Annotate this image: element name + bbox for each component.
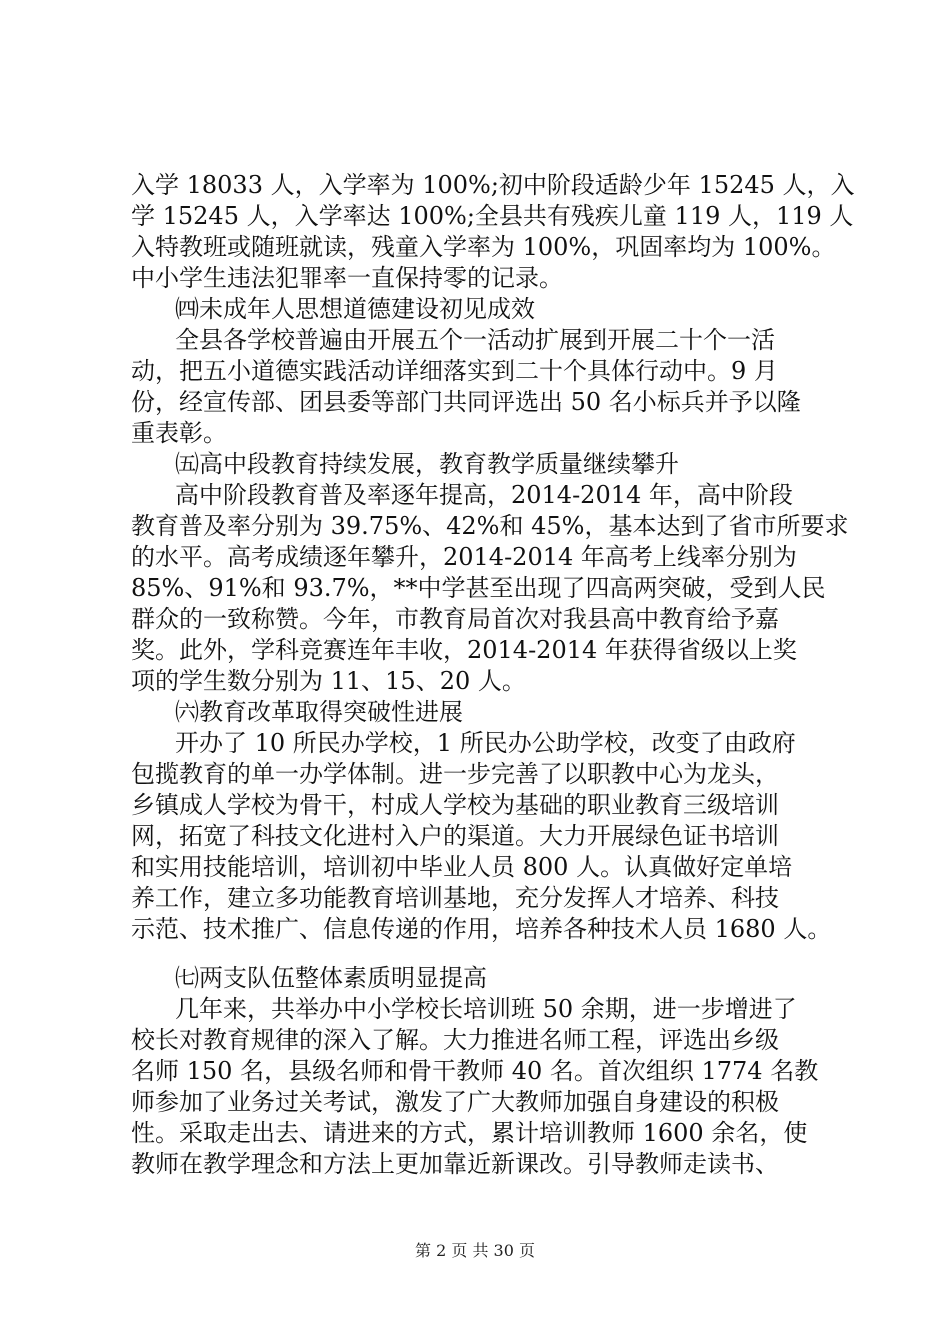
text-line: 重表彰。 bbox=[131, 419, 227, 447]
paragraph-gap bbox=[131, 945, 831, 963]
text-line: 群众的一致称赞。今年，市教育局首次对我县高中教育给予嘉 bbox=[131, 605, 779, 633]
text-line: 全县各学校普遍由开展五个一活动扩展到开展二十个一活 bbox=[175, 326, 775, 354]
text-line: 几年来，共举办中小学校长培训班 50 余期，进一步增进了 bbox=[175, 995, 797, 1023]
text-line: 85%、91%和 93.7%，**中学甚至出现了四高两突破，受到人民 bbox=[131, 574, 826, 602]
section-heading-6: ㈥教育改革取得突破性进展 bbox=[175, 698, 463, 726]
text-line: 性。采取走出去、请进来的方式，累计培训教师 1600 余名，使 bbox=[131, 1119, 808, 1147]
text-line: 份，经宣传部、团县委等部门共同评选出 50 名小标兵并予以隆 bbox=[131, 388, 801, 416]
text-line: 动，把五小道德实践活动详细落实到二十个具体行动中。9 月 bbox=[131, 357, 778, 385]
text-line: 入学 18033 人，入学率为 100%;初中阶段适龄少年 15245 人，入 bbox=[131, 171, 855, 199]
text-line: 乡镇成人学校为骨干，村成人学校为基础的职业教育三级培训 bbox=[131, 791, 779, 819]
section-heading-5: ㈤高中段教育持续发展，教育教学质量继续攀升 bbox=[175, 450, 679, 478]
section-heading-4: ㈣未成年人思想道德建设初见成效 bbox=[175, 295, 535, 323]
text-line: 的水平。高考成绩逐年攀升，2014-2014 年高考上线率分别为 bbox=[131, 543, 797, 571]
text-line: 校长对教育规律的深入了解。大力推进名师工程，评选出乡级 bbox=[131, 1026, 779, 1054]
section-heading-7: ㈦两支队伍整体素质明显提高 bbox=[175, 964, 487, 992]
text-line: 养工作，建立多功能教育培训基地，充分发挥人才培养、科技 bbox=[131, 884, 779, 912]
text-line: 和实用技能培训，培训初中毕业人员 800 人。认真做好定单培 bbox=[131, 853, 793, 881]
text-line: 网，拓宽了科技文化进村入户的渠道。大力开展绿色证书培训 bbox=[131, 822, 779, 850]
text-line: 入特教班或随班就读，残童入学率为 100%，巩固率均为 100%。 bbox=[131, 233, 836, 261]
text-line: 教育普及率分别为 39.75%、42%和 45%，基本达到了省市所要求 bbox=[131, 512, 849, 540]
text-line: 名师 150 名，县级名师和骨干教师 40 名。首次组织 1774 名教 bbox=[131, 1057, 819, 1085]
text-line: 学 15245 人，入学率达 100%;全县共有残疾儿童 119 人，119 人 bbox=[131, 202, 854, 230]
text-line: 项的学生数分别为 11、15、20 人。 bbox=[131, 667, 526, 695]
text-line: 包揽教育的单一办学体制。进一步完善了以职教中心为龙头， bbox=[131, 760, 779, 788]
text-line: 奖。此外，学科竞赛连年丰收，2014-2014 年获得省级以上奖 bbox=[131, 636, 797, 664]
text-line: 教师在教学理念和方法上更加靠近新课改。引导教师走读书、 bbox=[131, 1150, 779, 1178]
text-line: 开办了 10 所民办学校，1 所民办公助学校，改变了由政府 bbox=[175, 729, 796, 757]
text-line: 中小学生违法犯罪率一直保持零的记录。 bbox=[131, 264, 563, 292]
page-footer: 第 2 页 共 30 页 bbox=[415, 1241, 535, 1260]
text-line: 示范、技术推广、信息传递的作用，培养各种技术人员 1680 人。 bbox=[131, 915, 832, 943]
text-line: 高中阶段教育普及率逐年提高，2014-2014 年，高中阶段 bbox=[175, 481, 793, 509]
body-text bbox=[131, 170, 855, 1180]
text-line: 师参加了业务过关考试，激发了广大教师加强自身建设的积极 bbox=[131, 1088, 779, 1116]
